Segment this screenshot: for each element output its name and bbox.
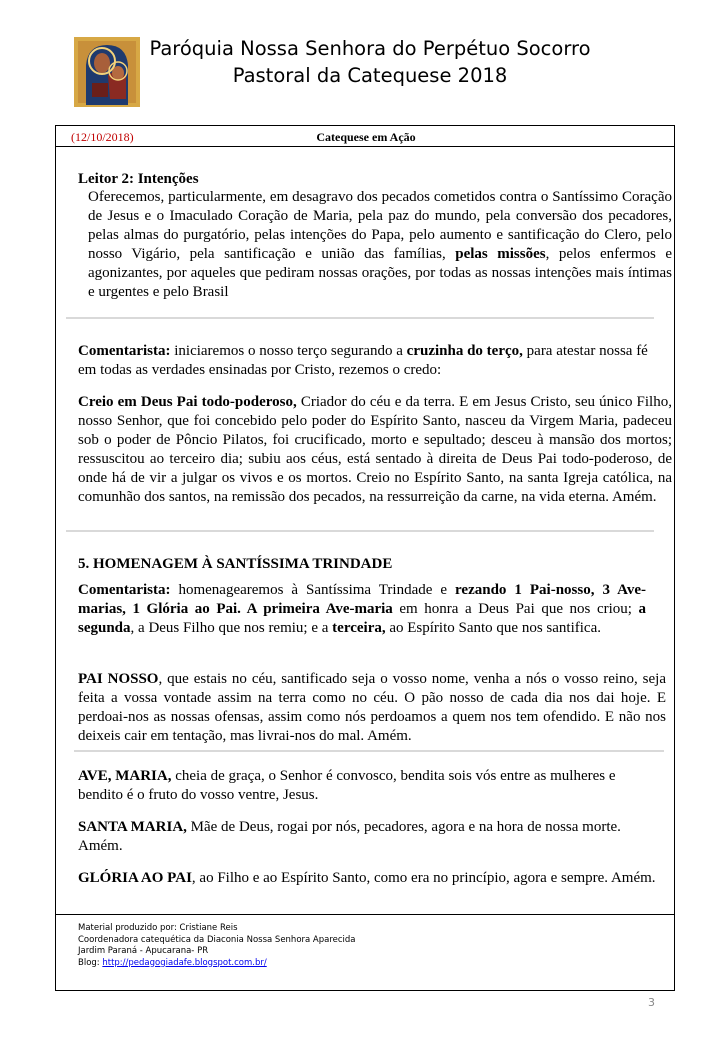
ave-maria-paragraph: AVE, MARIA, cheia de graça, o Senhor é convosco, bendita sois vós entre as mulheres e bendito é o fruto do vosso ventre, Jesus. — [78, 768, 616, 803]
separator-1 — [66, 317, 654, 319]
blog-link[interactable]: http://pedagogiadafe.blogspot.com.br/ — [102, 957, 267, 968]
creio-paragraph: Creio em Deus Pai todo-poderoso, Criador do céu e da terra. E em Jesus Cristo, seu único Filho, nosso Senhor, que foi concebido pelo poder do Espírito Santo, nasceu da Virgem Maria, padeceu sob o poder de Pôncio Pilatos, foi crucificado, morto e sepultado; desceu à mansão dos mortos; ressuscitou ao terceiro dia; subiu aos céus, está sentado à direita de Deus Pai todo-poderoso, de onde há de vir a julgar os vivos e os mortos. Creio no Espírito Santo, na santa Igreja católica, na comunhão dos santos, na remissão dos pecados, na ressurreição da carne, na vida eterna. Amém. — [78, 394, 672, 505]
footer-credits — [78, 923, 356, 969]
document-date: (12/10/2018) — [71, 130, 134, 144]
pastoral-subtitle: Pastoral da Catequese 2018 — [232, 64, 508, 87]
footer-role: Coordenadora catequética da Diaconia Nossa Senhora Aparecida — [78, 934, 356, 945]
comentarista-credo-paragraph: Comentarista: iniciaremos o nosso terço segurando a cruzinha do terço, para atestar nossa fé em todas as verdades ensinadas por Cristo, rezemos o credo: — [78, 343, 648, 378]
pai-nosso-paragraph: PAI NOSSO, que estais no céu, santificado seja o vosso nome, venha a nós o vosso reino, seja feita a vossa vontade assim na terra como no céu. O pão nosso de cada dia nos dai hoje. E perdoai-nos as nossas ofensas, assim como nós perdoamos a quem nos tem ofendido. E não nos deixeis cair em tentação, mas livrai-nos do mal. Amém. — [78, 671, 666, 744]
footer-blog: Blog: http://pedagogiadafe.blogspot.com.br/ — [78, 957, 267, 968]
section-5-title: 5. HOMENAGEM À SANTÍSSIMA TRINDADE — [78, 556, 393, 572]
santa-maria-paragraph: SANTA MARIA, Mãe de Deus, rogai por nós, pecadores, agora e na hora de nossa morte. Amém. — [78, 819, 621, 854]
gloria-paragraph: GLÓRIA AO PAI, ao Filho e ao Espírito Santo, como era no princípio, agora e sempre. Amém. — [78, 870, 656, 886]
content-frame — [55, 125, 675, 991]
separator-3 — [74, 750, 664, 752]
leitor-heading: Leitor 2: Intenções — [78, 171, 199, 187]
intencoes-paragraph: Oferecemos, particularmente, em desagravo dos pecados cometidos contra o Santíssimo Coração de Jesus e o Imaculado Coração de Maria, pela paz do mundo, pela conversão dos pecadores, pelas almas do purgatório, pelas intenções do Papa, pelo aumento e santificação do Clero, pelo nosso Vigário, pela santificação e união das famílias, pelas missões, pelos enfermos e agonizantes, por aqueles que pediram nossas orações, por todas as nossas intenções mais íntimas e urgentes e pelo Brasil — [88, 189, 672, 300]
page-number: 3 — [648, 996, 655, 1009]
parish-title: Paróquia Nossa Senhora do Perpétuo Socorro — [149, 37, 591, 60]
footer-divider — [56, 914, 674, 915]
header-row-divider — [56, 146, 674, 147]
separator-2 — [66, 530, 654, 532]
comentarista-trindade-paragraph: Comentarista: homenagearemos à Santíssima Trindade e rezando 1 Pai-nosso, 3 Ave-marias, 1 Glória ao Pai. A primeira Ave-maria em honra a Deus Pai que nos criou; a segunda, a Deus Filho que nos remiu; e a terceira, ao Espírito Santo que nos santifica. — [78, 582, 646, 636]
document-section: Catequese em Ação — [316, 130, 416, 144]
footer-location: Jardim Paraná - Apucarana- PR — [78, 946, 209, 956]
footer-author: Material produzido por: Cristiane Reis — [78, 923, 238, 933]
parish-logo-icon — [74, 37, 140, 107]
